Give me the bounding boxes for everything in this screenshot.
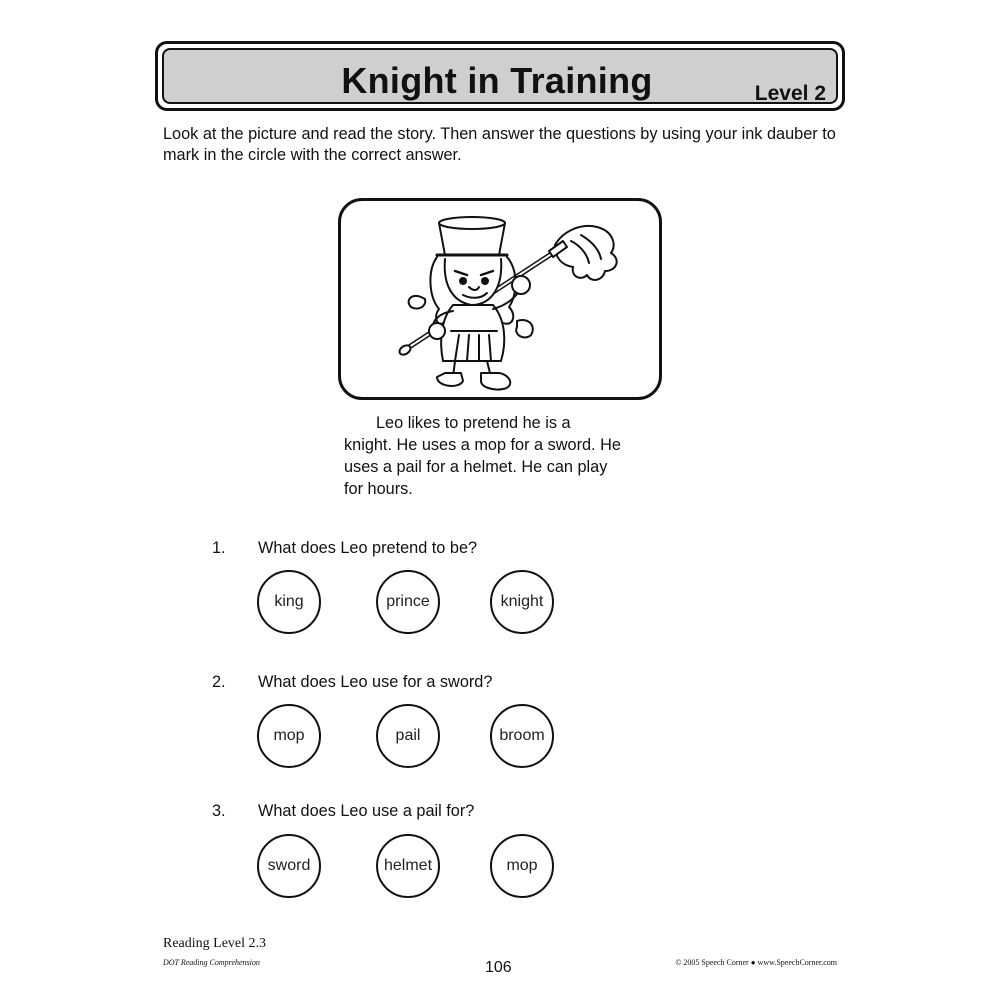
answer-option-sword[interactable]: sword [257, 834, 321, 898]
question-number: 2. [212, 673, 226, 691]
story-picture-frame [338, 198, 662, 400]
story-line: knight. He uses a mop for a sword. He [344, 436, 621, 454]
answer-option-king[interactable]: king [257, 570, 321, 634]
series-label: DOT Reading Comprehension [163, 958, 260, 967]
story-line: for hours. [344, 480, 413, 498]
question-text: What does Leo use a pail for? [258, 802, 475, 820]
answer-option-pail[interactable]: pail [376, 704, 440, 768]
story-line: uses a pail for a helmet. He can play [344, 458, 608, 476]
answer-option-helmet[interactable]: helmet [376, 834, 440, 898]
question-text: What does Leo pretend to be? [258, 539, 478, 557]
answer-option-mop-3[interactable]: mop [490, 834, 554, 898]
page-number: 106 [485, 959, 512, 976]
question-text: What does Leo use for a sword? [258, 673, 493, 691]
title-banner [155, 41, 845, 111]
title-banner-inner [162, 48, 838, 104]
level-label: Level 2 [754, 82, 826, 105]
copyright-label: © 2005 Speech Corner ● www.SpeechCorner.com [675, 958, 837, 967]
question-number: 1. [212, 539, 226, 557]
answer-option-knight[interactable]: knight [490, 570, 554, 634]
page-title: Knight in Training [341, 60, 653, 101]
knight-illustration [341, 201, 662, 400]
story-line: Leo likes to pretend he is a [376, 414, 571, 432]
answer-option-broom[interactable]: broom [490, 704, 554, 768]
instructions-text: Look at the picture and read the story. Then answer the questions by using your ink dauber to mark in the circle with the correct answer. [163, 125, 836, 164]
reading-level-label: Reading Level 2.3 [163, 936, 267, 951]
question-number: 3. [212, 802, 226, 820]
answer-option-prince[interactable]: prince [376, 570, 440, 634]
story-text [344, 412, 674, 500]
answer-option-mop[interactable]: mop [257, 704, 321, 768]
